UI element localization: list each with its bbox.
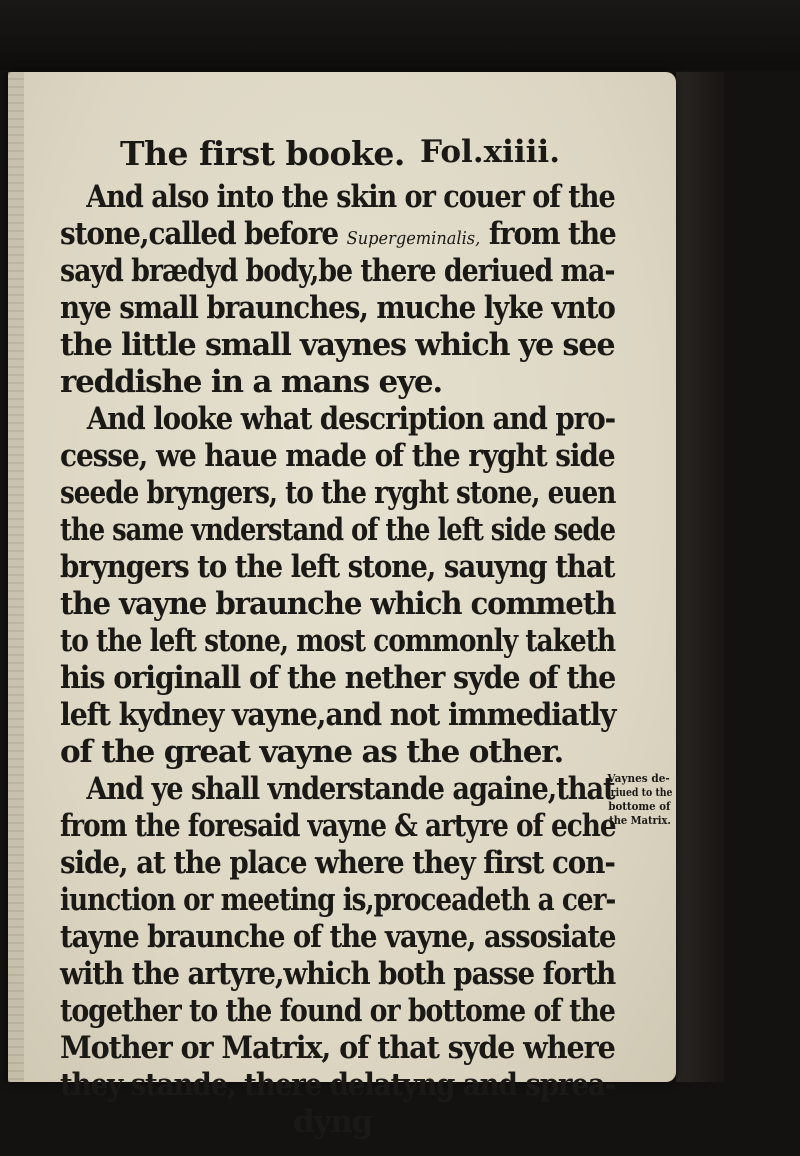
text-line: And ye shall vnderstande againe,that [86, 771, 615, 807]
text-line: And also into the skin or couer of the [86, 179, 615, 215]
text-line: the same vnderstand of the left side sede [60, 512, 616, 548]
text-line: the vayne braunche which commeth [60, 586, 616, 622]
text-line: Mother or Matrix, of that syde where [60, 1030, 615, 1066]
text-line: reddishe in a mans eye. [60, 364, 442, 400]
marginal-line: riued to the [610, 786, 673, 799]
text-line [60, 216, 616, 253]
running-head: The first booke. [120, 134, 405, 173]
text-line: of the great vayne as the other. [60, 734, 564, 770]
latin-term: Supergeminalis, [346, 228, 481, 249]
text-line: bryngers to the left stone, sauyng that [60, 549, 615, 585]
catchword: dyng [292, 1104, 373, 1140]
text-line: together to the found or bottome of the [60, 993, 615, 1029]
body-text [60, 179, 615, 1141]
text-line: nye small braunches, muche lyke vnto [60, 290, 615, 326]
text-line: side, at the place where they first con- [60, 845, 615, 881]
text-line: tayne braunche of the vayne, assosiate [60, 919, 616, 955]
book-edge [676, 72, 724, 1082]
text-line: seede bryngers, to the ryght stone, euen [60, 475, 616, 511]
marginal-line: Vaynes de- [607, 772, 670, 785]
marginal-line: bottome of [608, 800, 671, 813]
text-span: from the [480, 216, 616, 252]
folio-number: Fol.xiiii. [420, 134, 560, 170]
text-line: his originall of the nether syde of the [60, 660, 616, 696]
text-line: sayd brædyd body,be there deriued ma- [60, 253, 615, 289]
text-line: left kydney vayne,and not immediatly [60, 697, 616, 733]
text-line: the little small vaynes which ye see [60, 327, 615, 363]
background-top [0, 0, 800, 70]
text-line: to the left stone, most commonly taketh [60, 623, 616, 659]
text-line: with the artyre,which both passe forth [60, 956, 616, 992]
text-line: cesse, we haue made of the ryght side [60, 438, 615, 474]
text-line: from the foresaid vayne & artyre of eche [60, 808, 616, 844]
text-line: And looke what description and pro- [86, 401, 616, 437]
marginal-line: the Matrix. [609, 814, 671, 827]
marginal-note [606, 772, 673, 828]
text-line: they stande, there delatyng and sprea- [60, 1067, 616, 1103]
page-header [120, 134, 560, 174]
text-line: iunction or meeting is,proceadeth a cer- [60, 882, 616, 918]
text-span: stone,called before [60, 216, 347, 252]
